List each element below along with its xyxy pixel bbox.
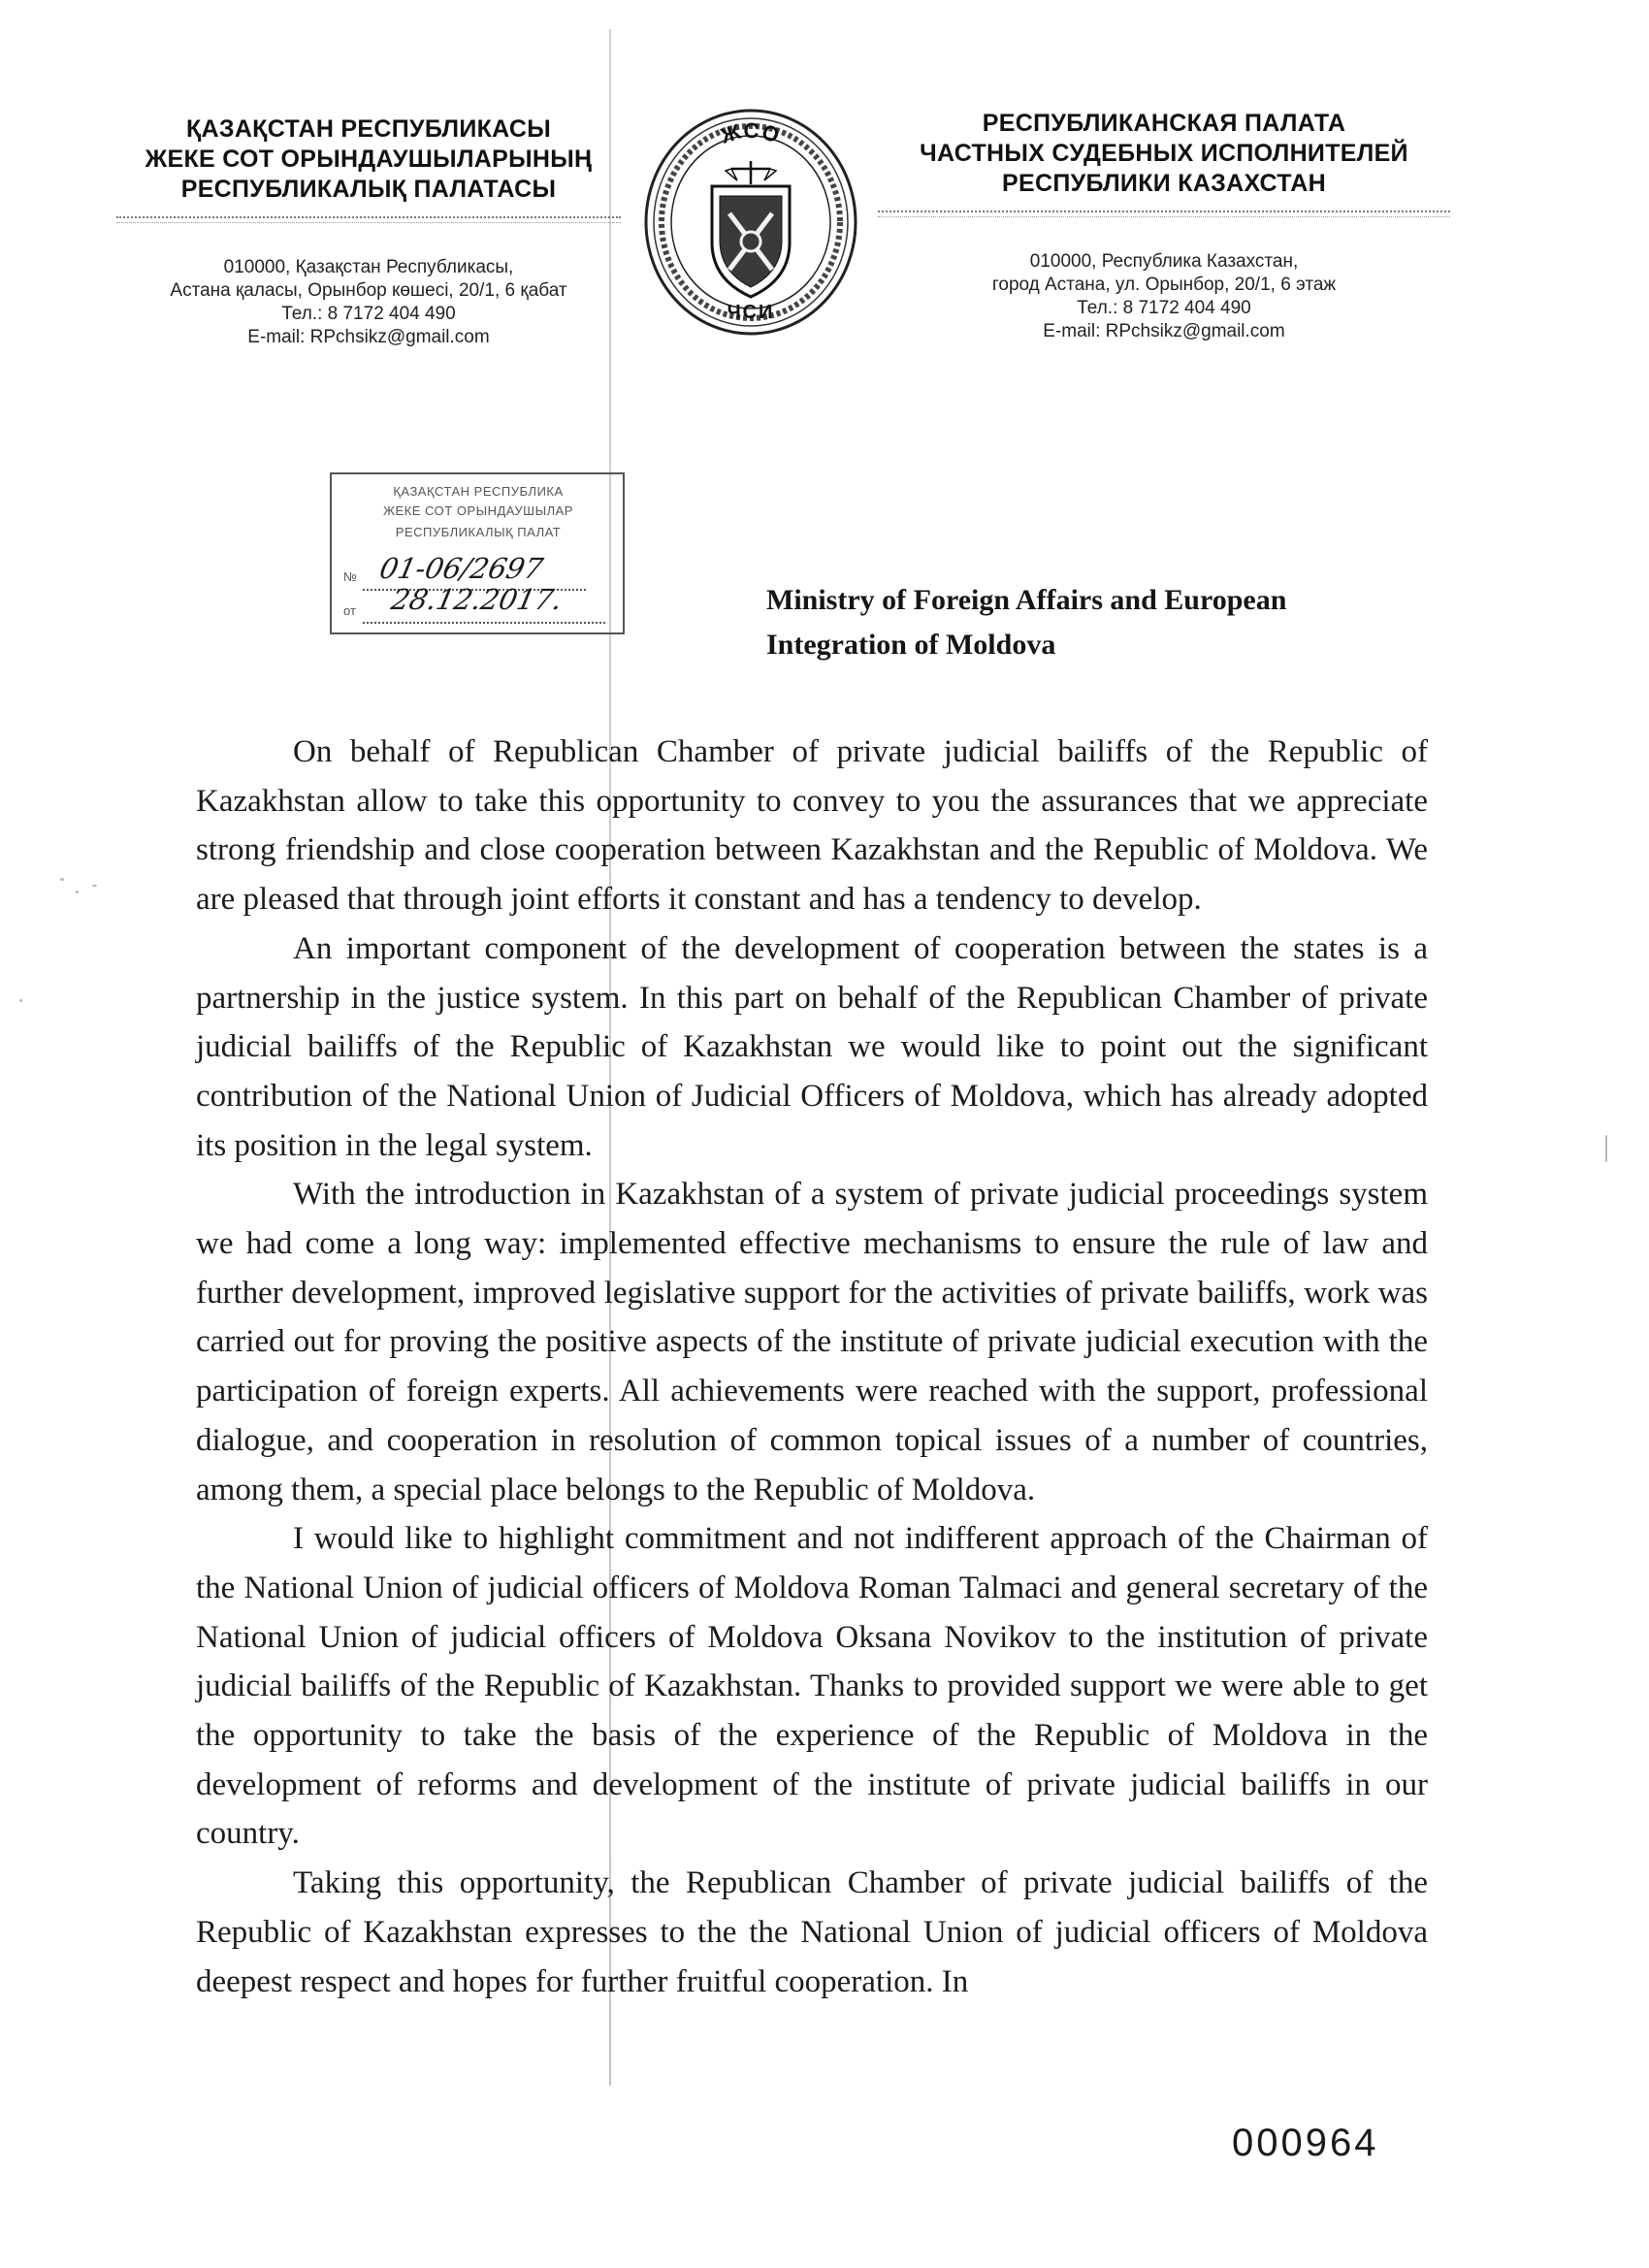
address-kk-line1: 010000, Қазақстан Республикасы,	[223, 257, 514, 277]
recipient-line2: Integration of Moldova	[766, 629, 1056, 661]
recipient-line1: Ministry of Foreign Affairs and European	[766, 584, 1287, 616]
stamp-line2: ЖЕКЕ СОТ ОРЫНДАУШЫЛАР	[383, 503, 573, 518]
stamp-number-label: №	[343, 569, 357, 584]
scan-speck	[76, 891, 79, 893]
registration-stamp	[330, 472, 625, 634]
stamp-date-label: от	[343, 603, 356, 618]
document-serial-number: 000964	[1232, 2122, 1379, 2164]
org-name-ru-line2: ЧАСТНЫХ СУДЕБНЫХ ИСПОЛНИТЕЛЕЙ	[920, 140, 1408, 167]
stamp-date-underline	[363, 622, 605, 624]
recipient-block	[766, 578, 1465, 667]
scan-speck	[92, 885, 97, 887]
address-kk-line2: Астана қаласы, Орынбор көшесі, 20/1, 6 қабат	[170, 280, 567, 301]
org-name-kk-line1: ҚАЗАҚСТАН РЕСПУБЛИКАСЫ	[185, 115, 552, 143]
body-paragraph-3: With the introduction in Kazakhstan of a system of private judicial proceedings system we had come a long way: implemented effective mechanisms to ensure the rule of law and further development, improved legislative support for the activities of private bailiffs, work was carried out for proving the positive aspects of the institute of private judicial execution with the participation of foreign experts. All achievements were reached with the support, professional dialogue, and cooperation in resolution of common topical issues of a number of countries, among them, a special place belongs to the Republic of Moldova.	[196, 1177, 1428, 1507]
body-paragraph-2: An important component of the development of cooperation between the states is a partnership in the justice system. In this part on behalf of the Republican Chamber of private judicial bailiffs of the Republic of Kazakhstan we would like to point out the significant contribution of the National Union of Judicial Officers of Moldova, which has already adopted its position in the legal system.	[196, 930, 1428, 1163]
org-name-ru-line3: РЕСПУБЛИКИ КАЗАХСТАН	[1002, 170, 1326, 197]
email-ru[interactable]: E-mail: RPchsikz@gmail.com	[1043, 321, 1285, 341]
scan-speck	[19, 999, 22, 1002]
body-paragraph-4: I would like to highlight commitment and not indifferent approach of the Chairman of the National Union of judicial officers of Moldova Roman Talmaci and general secretary of the National Union of judicial officers of Moldova Oksana Novikov to the institution of private judicial bailiffs of the Republic of Kazakhstan. Thanks to provided support we were able to get the opportunity to take the basis of the experience of the Republic of Moldova in the development of reforms and development of the institute of private judicial bailiffs in our country.	[196, 1521, 1428, 1852]
address-ru-line2: город Астана, ул. Орынбор, 20/1, 6 этаж	[991, 275, 1337, 295]
body-paragraph-1: On behalf of Republican Chamber of private judicial bailiffs of the Republic of Kazakhstan allow to take this opportunity to convey to you the assurances that we appreciate strong friendship and close cooperation between Kazakhstan and the Republic of Moldova. We are pleased that through joint efforts it constant and has a tendency to develop.	[196, 734, 1428, 918]
phone-kk: Тел.: 8 7172 404 490	[281, 304, 456, 324]
header-divider	[878, 211, 1450, 217]
stamp-line1: ҚАЗАҚСТАН РЕСПУБЛИКА	[393, 484, 564, 499]
email-kk[interactable]: E-mail: RPchsikz@gmail.com	[247, 327, 490, 347]
stamp-date-handwritten: 28.12.2017.	[388, 583, 566, 616]
phone-ru: Тел.: 8 7172 404 490	[1077, 298, 1251, 318]
stamp-line3: РЕСПУБЛИКАЛЫҚ ПАЛАТ	[395, 525, 562, 539]
letter-body	[196, 728, 1428, 2006]
body-paragraph-5: Taking this opportunity, the Republican Chamber of private judicial bailiffs of the Republic of Kazakhstan expresses to the the National Union of judicial officers of Moldova deepest respect and hopes for further fruitful cooperation. In	[196, 1865, 1428, 1999]
emblem-seal-icon	[642, 107, 859, 338]
org-name-kk-line3: РЕСПУБЛИКАЛЫҚ ПАЛАТАСЫ	[180, 176, 557, 203]
seal-top-text: ЖСО	[717, 117, 785, 148]
scan-speck	[60, 878, 64, 881]
header-right	[878, 109, 1450, 343]
stamp-number-handwritten: 01-06/2697	[376, 552, 546, 585]
address-ru-line1: 010000, Республика Казахстан,	[1029, 251, 1299, 272]
scan-speck	[1605, 1135, 1607, 1162]
header-left	[116, 114, 621, 349]
seal-bottom-text: ЧСИ	[727, 302, 775, 323]
org-name-ru-line1: РЕСПУБЛИКАНСКАЯ ПАЛАТА	[982, 110, 1346, 137]
org-name-kk-line2: ЖЕКЕ СОТ ОРЫНДАУШЫЛАРЫНЫҢ	[145, 146, 593, 173]
header-divider	[116, 216, 621, 223]
